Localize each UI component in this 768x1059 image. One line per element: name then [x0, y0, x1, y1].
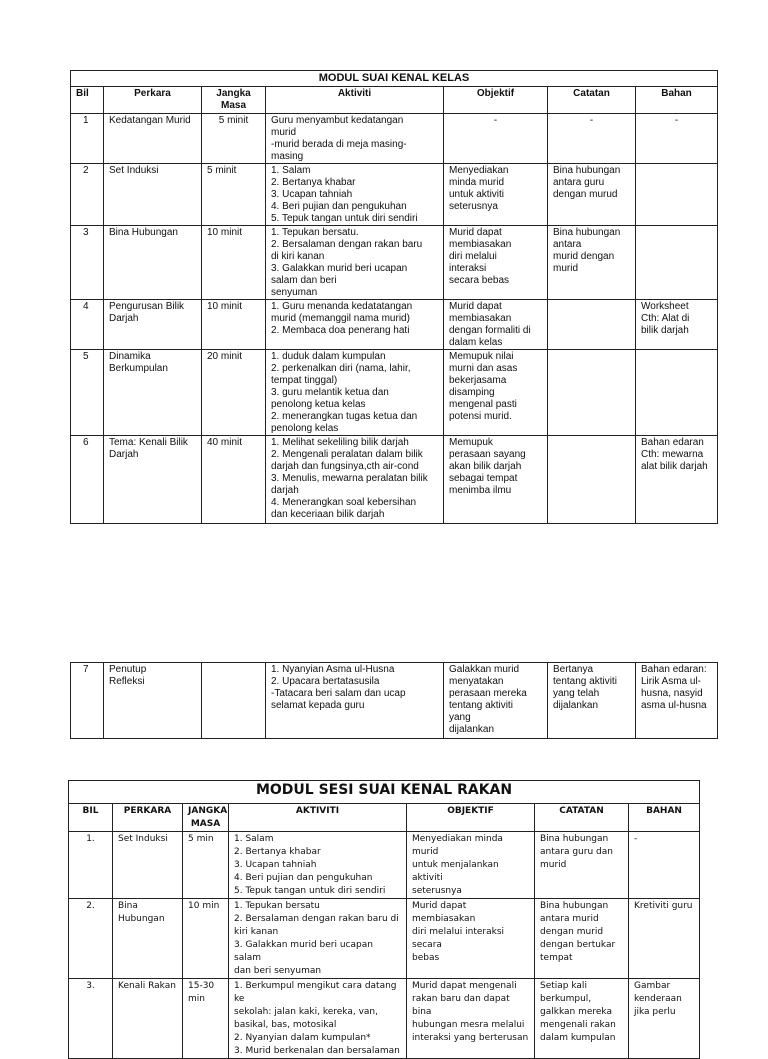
header-objektif: Objektif [444, 87, 548, 114]
cell-jangka-masa [202, 663, 266, 739]
cell-objektif: Galakkan murid menyatakan perasaan mereka tentang aktiviti yang dijalankan [444, 663, 548, 739]
header-jangka-masa: Jangka Masa [202, 87, 266, 114]
cell-bahan: Worksheet Cth: Alat di bilik darjah [636, 300, 718, 350]
cell-perkara: Kenali Rakan [113, 979, 183, 1059]
cell-jangka-masa: 10 minit [202, 300, 266, 350]
cell-jangka-masa: 40 minit [202, 436, 266, 524]
cell-catatan: Bina hubungan antara murid dengan murid dengan bertukar tempat [535, 899, 629, 979]
cell-jangka-masa: 5 minit [202, 164, 266, 226]
table-row [71, 350, 718, 436]
cell-perkara: Dinamika Berkumpulan [104, 350, 202, 436]
cell-jangka-masa: 5 min [183, 832, 229, 899]
table-row [69, 899, 700, 979]
cell-catatan: Bertanya tentang aktiviti yang telah dijalankan [548, 663, 636, 739]
table-modul-suai-kenal-kelas [70, 70, 718, 524]
cell-bil: 4 [71, 300, 104, 350]
cell-aktiviti: 1. Tepukan bersatu. 2. Bersalaman dengan rakan baru di kiri kanan 3. Galakkan murid beri ucapan salam dan beri senyuman [266, 226, 444, 300]
cell-perkara: Bina Hubungan [104, 226, 202, 300]
cell-bahan: - [636, 114, 718, 164]
table-title: MODUL SUAI KENAL KELAS [71, 71, 718, 87]
header-bahan: Bahan [636, 87, 718, 114]
table-row [71, 436, 718, 524]
cell-perkara: Kedatangan Murid [104, 114, 202, 164]
cell-perkara: Pengurusan Bilik Darjah [104, 300, 202, 350]
table-row [71, 226, 718, 300]
cell-bil: 3. [69, 979, 113, 1059]
header-catatan: CATATAN [535, 804, 629, 832]
cell-jangka-masa: 20 minit [202, 350, 266, 436]
header-catatan: Catatan [548, 87, 636, 114]
table-row [71, 663, 718, 739]
cell-bil: 1 [71, 114, 104, 164]
cell-perkara: Tema: Kenali Bilik Darjah [104, 436, 202, 524]
cell-catatan: Bina hubungan antara guru dengan murud [548, 164, 636, 226]
cell-bil: 6 [71, 436, 104, 524]
cell-catatan: Bina hubungan antara murid dengan murid [548, 226, 636, 300]
table-title: MODUL SESI SUAI KENAL RAKAN [69, 781, 700, 804]
cell-bahan: Gambar kenderaan jika perlu [629, 979, 700, 1059]
cell-perkara: Penutup Refleksi [104, 663, 202, 739]
cell-bahan: - [629, 832, 700, 899]
header-row [69, 804, 700, 832]
cell-bahan: Kretiviti guru [629, 899, 700, 979]
cell-catatan [548, 300, 636, 350]
header-jangka-masa: JANGKA MASA [183, 804, 229, 832]
cell-bahan: Bahan edaran: Lirik Asma ul- husna, nasyid asma ul-husna [636, 663, 718, 739]
header-aktiviti: Aktiviti [266, 87, 444, 114]
header-perkara: Perkara [104, 87, 202, 114]
cell-objektif: Memupuk nilai murni dan asas bekerjasama disamping mengenal pasti potensi murid. [444, 350, 548, 436]
cell-jangka-masa: 5 minit [202, 114, 266, 164]
cell-bil: 2. [69, 899, 113, 979]
table-row [69, 979, 700, 1059]
header-row [71, 87, 718, 114]
cell-aktiviti: 1. Nyanyian Asma ul-Husna 2. Upacara bertatasusila -Tatacara beri salam dan ucap selamat kepada guru [266, 663, 444, 739]
table-row [71, 300, 718, 350]
header-perkara: PERKARA [113, 804, 183, 832]
cell-objektif: Murid dapat membiasakan diri melalui interaksi secara bebas [444, 226, 548, 300]
cell-catatan: Bina hubungan antara guru dan murid [535, 832, 629, 899]
cell-aktiviti: 1. Salam 2. Bertanya khabar 3. Ucapan tahniah 4. Beri pujian dan pengukuhan 5. Tepuk tangan untuk diri sendiri [229, 832, 407, 899]
cell-bahan [636, 226, 718, 300]
cell-objektif: - [444, 114, 548, 164]
cell-aktiviti: 1. Guru menanda kedatatangan murid (memanggil nama murid) 2. Membaca doa penerang hati [266, 300, 444, 350]
cell-bahan [636, 164, 718, 226]
table-row [71, 114, 718, 164]
cell-bahan: Bahan edaran Cth: mewarna alat bilik darjah [636, 436, 718, 524]
header-bahan: BAHAN [629, 804, 700, 832]
cell-objektif: Menyediakan minda murid untuk aktiviti seterusnya [444, 164, 548, 226]
header-bil: Bil [71, 87, 104, 114]
cell-objektif: Murid dapat membiasakan diri melalui interaksi secara bebas [407, 899, 535, 979]
cell-catatan [548, 436, 636, 524]
cell-aktiviti: 1. Melihat sekeliling bilik darjah 2. Mengenali peralatan dalam bilik darjah dan fungsinya,cth air-cond 3. Menulis, mewarna peralatan bilik darjah 4. Menerangkan soal kebersihan dan keceriaan bilik darjah [266, 436, 444, 524]
table-row [69, 832, 700, 899]
cell-bil: 7 [71, 663, 104, 739]
cell-aktiviti: Guru menyambut kedatangan murid -murid berada di meja masing- masing [266, 114, 444, 164]
header-bil: BIL [69, 804, 113, 832]
cell-objektif: Menyediakan minda murid untuk menjalankan aktiviti seterusnya [407, 832, 535, 899]
cell-bahan [636, 350, 718, 436]
cell-jangka-masa: 15-30 min [183, 979, 229, 1059]
cell-jangka-masa: 10 minit [202, 226, 266, 300]
header-objektif: OBJEKTIF [407, 804, 535, 832]
cell-perkara: Set Induksi [113, 832, 183, 899]
header-aktiviti: AKTIVITI [229, 804, 407, 832]
cell-bil: 3 [71, 226, 104, 300]
table-modul-suai-kenal-kelas-continued [70, 662, 718, 739]
cell-aktiviti: 1. Berkumpul mengikut cara datang ke sekolah: jalan kaki, kereka, van, basikal, bas, motosikal 2. Nyanyian dalam kumpulan* 3. Murid berkenalan dan bersalaman [229, 979, 407, 1059]
cell-objektif: Memupuk perasaan sayang akan bilik darjah sebagai tempat menimba ilmu [444, 436, 548, 524]
cell-bil: 1. [69, 832, 113, 899]
cell-aktiviti: 1. Tepukan bersatu 2. Bersalaman dengan rakan baru di kiri kanan 3. Galakkan murid beri ucapan salam dan beri senyuman [229, 899, 407, 979]
cell-jangka-masa: 10 min [183, 899, 229, 979]
cell-bil: 2 [71, 164, 104, 226]
cell-perkara: Bina Hubungan [113, 899, 183, 979]
cell-catatan [548, 350, 636, 436]
cell-aktiviti: 1. duduk dalam kumpulan 2. perkenalkan diri (nama, lahir, tempat tinggal) 3. guru melantik ketua dan penolong ketua kelas 2. menerangkan tugas ketua dan penolong kelas [266, 350, 444, 436]
cell-objektif: Murid dapat mengenali rakan baru dan dapat bina hubungan mesra melalui interaksi yang berterusan [407, 979, 535, 1059]
table-row [71, 164, 718, 226]
cell-catatan: - [548, 114, 636, 164]
cell-perkara: Set Induksi [104, 164, 202, 226]
cell-bil: 5 [71, 350, 104, 436]
table-modul-sesi-suai-kenal-rakan [68, 780, 700, 1059]
cell-objektif: Murid dapat membiasakan dengan formaliti di dalam kelas [444, 300, 548, 350]
cell-catatan: Setiap kali berkumpul, galkkan mereka mengenali rakan dalam kumpulan [535, 979, 629, 1059]
cell-aktiviti: 1. Salam 2. Bertanya khabar 3. Ucapan tahniah 4. Beri pujian dan pengukuhan 5. Tepuk tangan untuk diri sendiri [266, 164, 444, 226]
